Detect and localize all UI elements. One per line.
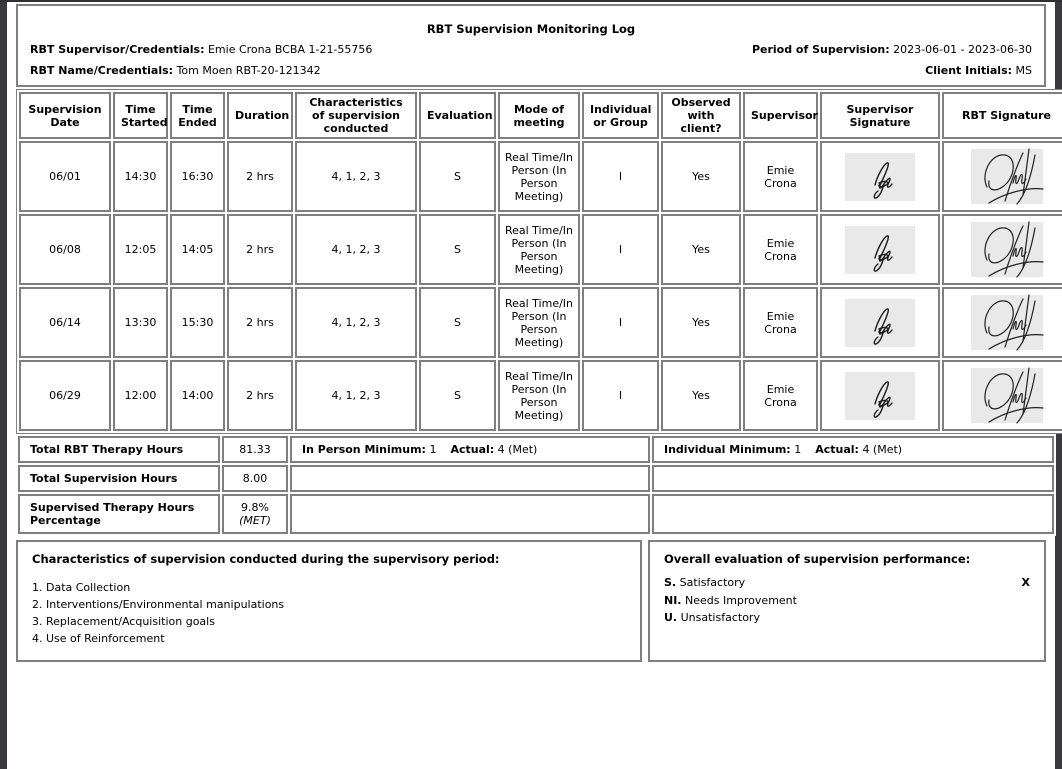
cell-characteristics: 4, 1, 2, 3 (295, 287, 417, 358)
cell-date: 06/29 (19, 360, 111, 431)
selected-evaluation-mark: X (1021, 576, 1030, 589)
cell-rbt-signature (942, 287, 1062, 358)
cell-individual-or-group: I (582, 214, 659, 285)
percentage-met-note: (MET) (239, 514, 271, 527)
supervisor-signature-image (845, 299, 915, 347)
cell-individual-or-group: I (582, 141, 659, 212)
totals-table (16, 434, 1056, 536)
window-edge-top (0, 0, 1062, 2)
header-line-1 (30, 43, 1032, 57)
characteristics-item: 2. Interventions/Environmental manipulations (32, 598, 285, 611)
in-person-minimum-cell (290, 436, 650, 463)
evaluation-option-unsatisfactory (664, 609, 1030, 627)
in-person-actual-value: 4 (Met) (497, 443, 538, 456)
cell-individual-or-group: I (582, 287, 659, 358)
characteristics-item: 3. Replacement/Acquisition goals (32, 615, 215, 628)
in-person-actual-label: Actual: (450, 443, 495, 456)
option-label: Unsatisfactory (680, 611, 760, 624)
rbt-credentials (30, 64, 321, 78)
option-code: NI. (664, 593, 682, 607)
cell-time-started: 12:05 (113, 214, 168, 285)
table-row (19, 141, 1062, 212)
supervisor-signature-image (845, 226, 915, 274)
cell-date: 06/14 (19, 287, 111, 358)
total-rbt-hours-row (18, 436, 1054, 463)
table-row (19, 287, 1062, 358)
supervisor-credentials (30, 43, 372, 57)
cell-mode: Real Time/In Person (In Person Meeting) (498, 360, 580, 431)
in-person-minimum-label: In Person Minimum: (302, 443, 426, 456)
client-initials (925, 64, 1032, 78)
table-header-row (19, 92, 1062, 139)
cell-supervisor-signature (820, 360, 940, 431)
cell-individual-or-group: I (582, 360, 659, 431)
table-row (19, 360, 1062, 431)
evaluation-option-satisfactory (664, 574, 1030, 592)
option-code: U. (664, 611, 678, 624)
cell-duration: 2 hrs (227, 141, 293, 212)
cell-mode: Real Time/In Person (In Person Meeting) (498, 214, 580, 285)
supervisor-signature-image (845, 372, 915, 420)
period-label: Period of Supervision: (751, 43, 890, 56)
in-person-minimum-value: 1 (429, 443, 437, 456)
total-supervision-hours-value: 8.00 (222, 465, 288, 492)
cell-rbt-signature (942, 214, 1062, 285)
rbt-signature-image (971, 368, 1043, 423)
cell-evaluation: S (419, 287, 496, 358)
cell-time-started: 14:30 (113, 141, 168, 212)
cell-characteristics: 4, 1, 2, 3 (295, 141, 417, 212)
cell-observed: Yes (661, 287, 741, 358)
empty-cell (652, 465, 1054, 492)
cell-rbt-signature (942, 141, 1062, 212)
empty-cell (290, 494, 650, 534)
column-header-time-started: Time Started (113, 92, 168, 139)
client-initials-label: Client Initials: (925, 64, 1013, 77)
column-header-characteristics: Characteristics of supervision conducted (295, 92, 417, 139)
header-line-2 (30, 64, 1032, 78)
total-supervision-hours-row (18, 465, 1054, 492)
cell-time-ended: 16:30 (170, 141, 225, 212)
period-of-supervision (752, 43, 1032, 57)
supervision-log-table (16, 89, 1062, 434)
characteristics-item: 4. Use of Reinforcement (32, 632, 165, 645)
individual-minimum-label: Individual Minimum: (664, 443, 791, 456)
supervisor-credentials-label: RBT Supervisor/Credentials: (30, 43, 205, 56)
period-value: 2023-06-01 - 2023-06-30 (893, 43, 1032, 56)
cell-duration: 2 hrs (227, 360, 293, 431)
cell-mode: Real Time/In Person (In Person Meeting) (498, 141, 580, 212)
evaluation-option-needs-improvement (664, 592, 1030, 610)
table-row (19, 214, 1062, 285)
window-edge-left (0, 0, 7, 769)
option-label: Needs Improvement (684, 593, 797, 607)
supervised-percentage-value (222, 494, 288, 534)
total-rbt-hours-value: 81.33 (222, 436, 288, 463)
rbt-signature-image (971, 149, 1043, 204)
client-initials-value: MS (1015, 64, 1032, 77)
cell-observed: Yes (661, 214, 741, 285)
cell-supervisor: Emie Crona (743, 360, 818, 431)
rbt-signature-image (971, 295, 1043, 350)
individual-actual-value: 4 (Met) (862, 443, 903, 456)
rbt-signature-image (971, 222, 1043, 277)
empty-cell (652, 494, 1054, 534)
supervised-percentage-label: Supervised Therapy Hours Percentage (18, 494, 220, 534)
column-header-supervisor: Supervisor (743, 92, 818, 139)
cell-mode: Real Time/In Person (In Person Meeting) (498, 287, 580, 358)
cell-time-ended: 15:30 (170, 287, 225, 358)
individual-minimum-value: 1 (794, 443, 802, 456)
bottom-panels (16, 540, 1046, 662)
supervisor-signature-image (845, 153, 915, 201)
cell-time-started: 13:30 (113, 287, 168, 358)
characteristics-item: 1. Data Collection (32, 581, 131, 594)
cell-time-ended: 14:00 (170, 360, 225, 431)
evaluation-heading: Overall evaluation of supervision performance: (664, 552, 971, 566)
cell-supervisor: Emie Crona (743, 214, 818, 285)
cell-characteristics: 4, 1, 2, 3 (295, 214, 417, 285)
empty-cell (290, 465, 650, 492)
cell-characteristics: 4, 1, 2, 3 (295, 360, 417, 431)
cell-date: 06/08 (19, 214, 111, 285)
cell-date: 06/01 (19, 141, 111, 212)
total-supervision-hours-label: Total Supervision Hours (18, 465, 220, 492)
column-header-time-ended: Time Ended (170, 92, 225, 139)
cell-time-ended: 14:05 (170, 214, 225, 285)
form-header (16, 4, 1046, 87)
column-header-observed: Observed with client? (661, 92, 741, 139)
document-page (16, 4, 1051, 662)
cell-evaluation: S (419, 360, 496, 431)
rbt-credentials-label: RBT Name/Credentials: (30, 64, 174, 77)
supervisor-credentials-value: Emie Crona BCBA 1-21-55756 (207, 43, 373, 56)
cell-time-started: 12:00 (113, 360, 168, 431)
column-header-rbt-signature: RBT Signature (942, 92, 1062, 139)
cell-evaluation: S (419, 141, 496, 212)
cell-observed: Yes (661, 360, 741, 431)
column-header-evaluation: Evaluation (419, 92, 496, 139)
option-code: S. (664, 576, 677, 589)
column-header-supervision-date: Supervision Date (19, 92, 111, 139)
individual-actual-label: Actual: (815, 443, 859, 456)
cell-supervisor: Emie Crona (743, 287, 818, 358)
cell-observed: Yes (661, 141, 741, 212)
option-label: Satisfactory (679, 576, 746, 589)
column-header-duration: Duration (227, 92, 293, 139)
individual-minimum-cell (652, 436, 1054, 463)
cell-supervisor-signature (820, 287, 940, 358)
characteristics-panel (16, 540, 642, 662)
supervised-percentage-row (18, 494, 1054, 534)
cell-rbt-signature (942, 360, 1062, 431)
cell-supervisor: Emie Crona (743, 141, 818, 212)
cell-duration: 2 hrs (227, 287, 293, 358)
rbt-credentials-value: Tom Moen RBT-20-121342 (176, 64, 321, 77)
column-header-individual-or-group: Individual or Group (582, 92, 659, 139)
column-header-supervisor-signature: Supervisor Signature (820, 92, 940, 139)
evaluation-options (664, 574, 1030, 627)
characteristics-list (32, 579, 626, 647)
column-header-mode: Mode of meeting (498, 92, 580, 139)
cell-supervisor-signature (820, 141, 940, 212)
characteristics-heading: Characteristics of supervision conducted during the supervisory period: (32, 552, 500, 566)
cell-duration: 2 hrs (227, 214, 293, 285)
cell-evaluation: S (419, 214, 496, 285)
page-title: RBT Supervision Monitoring Log (426, 22, 636, 36)
total-rbt-hours-label: Total RBT Therapy Hours (18, 436, 220, 463)
evaluation-panel (648, 540, 1046, 662)
cell-supervisor-signature (820, 214, 940, 285)
percentage-value: 9.8% (241, 501, 269, 514)
